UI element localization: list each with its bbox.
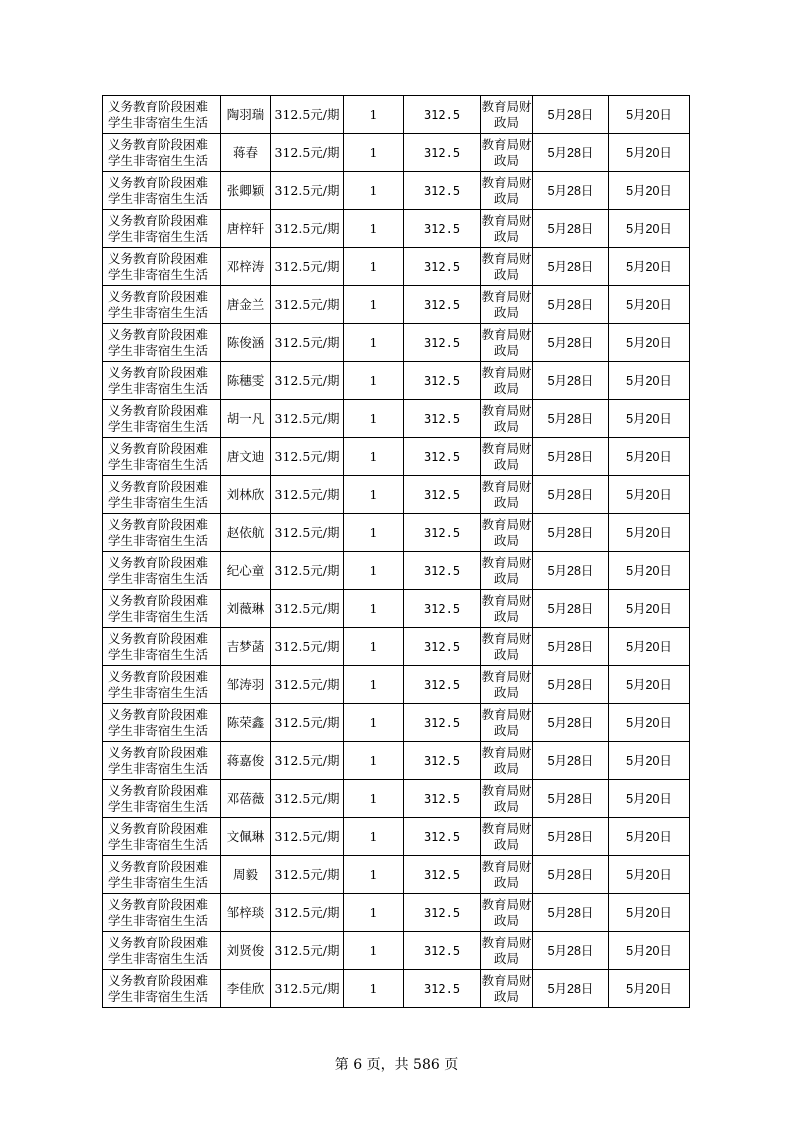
table-row	[103, 818, 690, 856]
cell-item: 义务教育阶段困难学生非寄宿生生活	[103, 248, 221, 286]
cell-count: 1	[344, 590, 404, 628]
cell-student-name: 邓梓涛	[221, 248, 271, 286]
allowance-table-container	[102, 95, 690, 1008]
cell-department: 教育局财政局	[481, 134, 533, 172]
cell-date-2: 5月20日	[609, 894, 690, 932]
cell-item: 义务教育阶段困难学生非寄宿生生活	[103, 134, 221, 172]
cell-item: 义务教育阶段困难学生非寄宿生生活	[103, 96, 221, 134]
cell-department: 教育局财政局	[481, 476, 533, 514]
cell-department: 教育局财政局	[481, 704, 533, 742]
cell-rate: 312.5元/期	[271, 932, 344, 970]
cell-department: 教育局财政局	[481, 172, 533, 210]
cell-date-1: 5月28日	[533, 818, 609, 856]
table-row	[103, 514, 690, 552]
cell-amount: 312.5	[404, 780, 481, 818]
cell-item: 义务教育阶段困难学生非寄宿生生活	[103, 210, 221, 248]
cell-count: 1	[344, 704, 404, 742]
table-row	[103, 438, 690, 476]
table-row	[103, 476, 690, 514]
cell-rate: 312.5元/期	[271, 172, 344, 210]
cell-amount: 312.5	[404, 894, 481, 932]
cell-department: 教育局财政局	[481, 856, 533, 894]
cell-department: 教育局财政局	[481, 324, 533, 362]
cell-date-2: 5月20日	[609, 324, 690, 362]
cell-item: 义务教育阶段困难学生非寄宿生生活	[103, 286, 221, 324]
cell-count: 1	[344, 666, 404, 704]
cell-date-1: 5月28日	[533, 210, 609, 248]
cell-rate: 312.5元/期	[271, 780, 344, 818]
cell-date-1: 5月28日	[533, 628, 609, 666]
cell-department: 教育局财政局	[481, 362, 533, 400]
cell-count: 1	[344, 362, 404, 400]
cell-date-2: 5月20日	[609, 818, 690, 856]
cell-count: 1	[344, 476, 404, 514]
cell-count: 1	[344, 780, 404, 818]
cell-department: 教育局财政局	[481, 514, 533, 552]
cell-date-2: 5月20日	[609, 172, 690, 210]
cell-date-2: 5月20日	[609, 134, 690, 172]
cell-rate: 312.5元/期	[271, 666, 344, 704]
cell-count: 1	[344, 210, 404, 248]
table-row	[103, 172, 690, 210]
cell-student-name: 胡一凡	[221, 400, 271, 438]
table-row	[103, 210, 690, 248]
cell-student-name: 刘薇琳	[221, 590, 271, 628]
cell-date-1: 5月28日	[533, 970, 609, 1008]
cell-student-name: 李佳欣	[221, 970, 271, 1008]
cell-date-1: 5月28日	[533, 96, 609, 134]
cell-count: 1	[344, 856, 404, 894]
cell-date-1: 5月28日	[533, 932, 609, 970]
cell-amount: 312.5	[404, 210, 481, 248]
table-row	[103, 932, 690, 970]
cell-date-1: 5月28日	[533, 856, 609, 894]
cell-item: 义务教育阶段困难学生非寄宿生生活	[103, 438, 221, 476]
cell-student-name: 陈荣鑫	[221, 704, 271, 742]
cell-rate: 312.5元/期	[271, 96, 344, 134]
cell-department: 教育局财政局	[481, 438, 533, 476]
cell-rate: 312.5元/期	[271, 248, 344, 286]
cell-student-name: 刘林欣	[221, 476, 271, 514]
cell-amount: 312.5	[404, 628, 481, 666]
cell-amount: 312.5	[404, 704, 481, 742]
table-row	[103, 666, 690, 704]
cell-date-1: 5月28日	[533, 286, 609, 324]
cell-amount: 312.5	[404, 476, 481, 514]
cell-count: 1	[344, 324, 404, 362]
cell-rate: 312.5元/期	[271, 894, 344, 932]
cell-student-name: 吉梦菡	[221, 628, 271, 666]
cell-rate: 312.5元/期	[271, 742, 344, 780]
cell-date-1: 5月28日	[533, 362, 609, 400]
cell-department: 教育局财政局	[481, 780, 533, 818]
cell-rate: 312.5元/期	[271, 210, 344, 248]
table-row	[103, 628, 690, 666]
table-row	[103, 134, 690, 172]
cell-count: 1	[344, 970, 404, 1008]
cell-student-name: 陶羽瑞	[221, 96, 271, 134]
cell-rate: 312.5元/期	[271, 856, 344, 894]
cell-date-2: 5月20日	[609, 400, 690, 438]
cell-date-2: 5月20日	[609, 666, 690, 704]
cell-item: 义务教育阶段困难学生非寄宿生生活	[103, 666, 221, 704]
cell-department: 教育局财政局	[481, 666, 533, 704]
cell-date-2: 5月20日	[609, 704, 690, 742]
cell-item: 义务教育阶段困难学生非寄宿生生活	[103, 742, 221, 780]
cell-date-1: 5月28日	[533, 172, 609, 210]
cell-amount: 312.5	[404, 96, 481, 134]
cell-date-2: 5月20日	[609, 628, 690, 666]
cell-date-1: 5月28日	[533, 438, 609, 476]
cell-date-2: 5月20日	[609, 742, 690, 780]
cell-count: 1	[344, 894, 404, 932]
cell-date-1: 5月28日	[533, 134, 609, 172]
cell-item: 义务教育阶段困难学生非寄宿生生活	[103, 172, 221, 210]
cell-department: 教育局财政局	[481, 628, 533, 666]
cell-rate: 312.5元/期	[271, 438, 344, 476]
cell-count: 1	[344, 742, 404, 780]
cell-item: 义务教育阶段困难学生非寄宿生生活	[103, 476, 221, 514]
cell-rate: 312.5元/期	[271, 286, 344, 324]
cell-amount: 312.5	[404, 172, 481, 210]
table-row	[103, 856, 690, 894]
cell-rate: 312.5元/期	[271, 970, 344, 1008]
cell-student-name: 邹梓琰	[221, 894, 271, 932]
cell-rate: 312.5元/期	[271, 628, 344, 666]
cell-rate: 312.5元/期	[271, 704, 344, 742]
table-row	[103, 362, 690, 400]
cell-date-1: 5月28日	[533, 248, 609, 286]
cell-count: 1	[344, 552, 404, 590]
cell-date-1: 5月28日	[533, 894, 609, 932]
cell-count: 1	[344, 248, 404, 286]
cell-date-1: 5月28日	[533, 780, 609, 818]
cell-amount: 312.5	[404, 248, 481, 286]
cell-date-2: 5月20日	[609, 856, 690, 894]
cell-department: 教育局财政局	[481, 590, 533, 628]
cell-student-name: 刘贤俊	[221, 932, 271, 970]
cell-count: 1	[344, 628, 404, 666]
cell-student-name: 赵依航	[221, 514, 271, 552]
cell-amount: 312.5	[404, 856, 481, 894]
cell-date-2: 5月20日	[609, 552, 690, 590]
cell-student-name: 陈穗雯	[221, 362, 271, 400]
cell-date-1: 5月28日	[533, 400, 609, 438]
cell-rate: 312.5元/期	[271, 362, 344, 400]
cell-date-1: 5月28日	[533, 742, 609, 780]
cell-student-name: 文佩琳	[221, 818, 271, 856]
cell-amount: 312.5	[404, 362, 481, 400]
cell-student-name: 唐文迪	[221, 438, 271, 476]
table-row	[103, 780, 690, 818]
cell-item: 义务教育阶段困难学生非寄宿生生活	[103, 932, 221, 970]
cell-amount: 312.5	[404, 514, 481, 552]
cell-student-name: 周毅	[221, 856, 271, 894]
cell-date-2: 5月20日	[609, 362, 690, 400]
cell-rate: 312.5元/期	[271, 514, 344, 552]
cell-rate: 312.5元/期	[271, 590, 344, 628]
cell-student-name: 纪心童	[221, 552, 271, 590]
cell-date-2: 5月20日	[609, 96, 690, 134]
cell-count: 1	[344, 400, 404, 438]
cell-department: 教育局财政局	[481, 248, 533, 286]
cell-date-2: 5月20日	[609, 514, 690, 552]
cell-item: 义务教育阶段困难学生非寄宿生生活	[103, 894, 221, 932]
table-row	[103, 324, 690, 362]
cell-amount: 312.5	[404, 590, 481, 628]
cell-count: 1	[344, 818, 404, 856]
cell-rate: 312.5元/期	[271, 324, 344, 362]
table-row	[103, 400, 690, 438]
cell-item: 义务教育阶段困难学生非寄宿生生活	[103, 970, 221, 1008]
cell-count: 1	[344, 286, 404, 324]
cell-department: 教育局财政局	[481, 286, 533, 324]
cell-amount: 312.5	[404, 818, 481, 856]
cell-rate: 312.5元/期	[271, 552, 344, 590]
cell-amount: 312.5	[404, 932, 481, 970]
cell-item: 义务教育阶段困难学生非寄宿生生活	[103, 552, 221, 590]
cell-student-name: 蒋嘉俊	[221, 742, 271, 780]
cell-count: 1	[344, 932, 404, 970]
cell-date-1: 5月28日	[533, 324, 609, 362]
cell-date-2: 5月20日	[609, 590, 690, 628]
table-row	[103, 552, 690, 590]
cell-item: 义务教育阶段困难学生非寄宿生生活	[103, 362, 221, 400]
cell-student-name: 唐梓轩	[221, 210, 271, 248]
cell-student-name: 邹涛羽	[221, 666, 271, 704]
cell-item: 义务教育阶段困难学生非寄宿生生活	[103, 704, 221, 742]
cell-date-1: 5月28日	[533, 514, 609, 552]
table-row	[103, 704, 690, 742]
cell-count: 1	[344, 134, 404, 172]
cell-department: 教育局财政局	[481, 818, 533, 856]
cell-date-2: 5月20日	[609, 932, 690, 970]
cell-department: 教育局财政局	[481, 96, 533, 134]
cell-date-2: 5月20日	[609, 970, 690, 1008]
cell-count: 1	[344, 172, 404, 210]
cell-count: 1	[344, 96, 404, 134]
cell-rate: 312.5元/期	[271, 134, 344, 172]
cell-date-1: 5月28日	[533, 666, 609, 704]
cell-date-1: 5月28日	[533, 552, 609, 590]
cell-amount: 312.5	[404, 400, 481, 438]
cell-amount: 312.5	[404, 324, 481, 362]
cell-date-2: 5月20日	[609, 210, 690, 248]
cell-department: 教育局财政局	[481, 552, 533, 590]
cell-item: 义务教育阶段困难学生非寄宿生生活	[103, 780, 221, 818]
cell-date-2: 5月20日	[609, 476, 690, 514]
cell-date-2: 5月20日	[609, 438, 690, 476]
table-row	[103, 742, 690, 780]
cell-amount: 312.5	[404, 286, 481, 324]
cell-item: 义务教育阶段困难学生非寄宿生生活	[103, 590, 221, 628]
cell-count: 1	[344, 514, 404, 552]
cell-amount: 312.5	[404, 666, 481, 704]
table-row	[103, 96, 690, 134]
cell-item: 义务教育阶段困难学生非寄宿生生活	[103, 856, 221, 894]
cell-date-2: 5月20日	[609, 286, 690, 324]
cell-department: 教育局财政局	[481, 970, 533, 1008]
cell-rate: 312.5元/期	[271, 400, 344, 438]
cell-count: 1	[344, 438, 404, 476]
cell-item: 义务教育阶段困难学生非寄宿生生活	[103, 514, 221, 552]
cell-student-name: 唐金兰	[221, 286, 271, 324]
cell-amount: 312.5	[404, 134, 481, 172]
cell-item: 义务教育阶段困难学生非寄宿生生活	[103, 628, 221, 666]
cell-department: 教育局财政局	[481, 742, 533, 780]
table-row	[103, 590, 690, 628]
table-row	[103, 286, 690, 324]
cell-amount: 312.5	[404, 552, 481, 590]
cell-student-name: 邓蓓薇	[221, 780, 271, 818]
page-footer: 第 6 页，共 586 页	[334, 1057, 459, 1073]
cell-rate: 312.5元/期	[271, 476, 344, 514]
table-row	[103, 970, 690, 1008]
cell-amount: 312.5	[404, 438, 481, 476]
cell-item: 义务教育阶段困难学生非寄宿生生活	[103, 818, 221, 856]
cell-rate: 312.5元/期	[271, 818, 344, 856]
cell-department: 教育局财政局	[481, 400, 533, 438]
cell-student-name: 陈俊涵	[221, 324, 271, 362]
cell-item: 义务教育阶段困难学生非寄宿生生活	[103, 324, 221, 362]
cell-amount: 312.5	[404, 742, 481, 780]
cell-student-name: 蒋春	[221, 134, 271, 172]
cell-amount: 312.5	[404, 970, 481, 1008]
cell-date-1: 5月28日	[533, 590, 609, 628]
table-body	[103, 96, 690, 1008]
cell-department: 教育局财政局	[481, 932, 533, 970]
cell-date-1: 5月28日	[533, 704, 609, 742]
cell-item: 义务教育阶段困难学生非寄宿生生活	[103, 400, 221, 438]
table-row	[103, 248, 690, 286]
cell-date-2: 5月20日	[609, 248, 690, 286]
allowance-table	[102, 95, 690, 1008]
cell-student-name: 张卿颖	[221, 172, 271, 210]
cell-department: 教育局财政局	[481, 210, 533, 248]
cell-department: 教育局财政局	[481, 894, 533, 932]
cell-date-2: 5月20日	[609, 780, 690, 818]
table-row	[103, 894, 690, 932]
cell-date-1: 5月28日	[533, 476, 609, 514]
